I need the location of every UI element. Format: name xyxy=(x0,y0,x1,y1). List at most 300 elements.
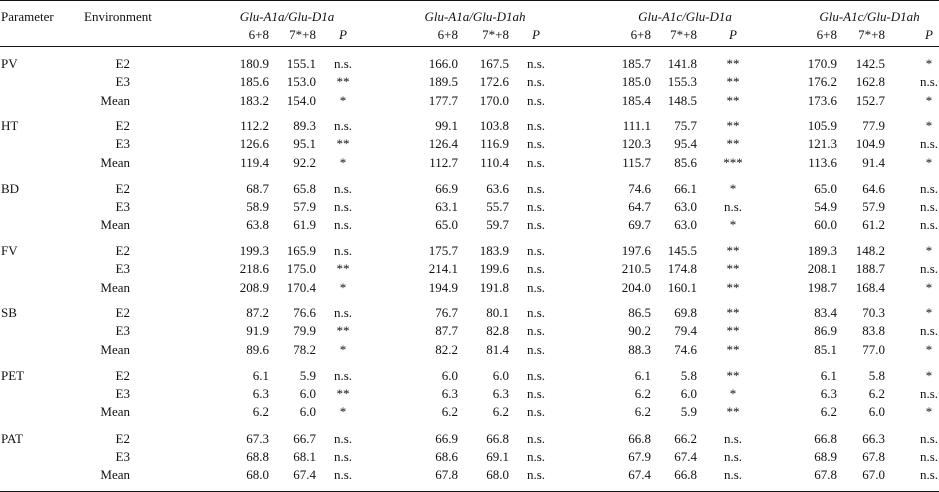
p-value-cell: n.s. xyxy=(333,305,353,320)
p-value-cell: * xyxy=(729,217,737,232)
value-7-8-cell: 81.4 xyxy=(486,342,509,357)
p-value-cell: * xyxy=(925,368,933,383)
value-6-8-cell: 67.3 xyxy=(246,431,269,446)
value-7-8-cell: 155.3 xyxy=(667,74,697,89)
value-6-8-cell: 68.8 xyxy=(246,449,269,464)
value-7-8-cell: 79.4 xyxy=(674,323,697,338)
environment-cell: Mean xyxy=(100,280,130,295)
environment-cell: E2 xyxy=(115,118,130,133)
p-value-cell: n.s. xyxy=(526,261,546,276)
p-value-cell: n.s. xyxy=(919,74,939,89)
value-6-8-cell: 54.9 xyxy=(814,199,837,214)
value-6-8-cell: 175.7 xyxy=(428,243,458,258)
p-value-cell: n.s. xyxy=(333,217,353,232)
value-6-8-cell: 99.1 xyxy=(435,118,458,133)
environment-cell: Mean xyxy=(100,217,130,232)
p-value-cell: n.s. xyxy=(919,431,939,446)
environment-cell: E3 xyxy=(115,261,130,276)
value-7-8-cell: 167.5 xyxy=(479,56,509,71)
parameter-cell: BD xyxy=(1,181,20,196)
value-7-8-cell: 66.8 xyxy=(486,431,509,446)
value-7-8-cell: 92.2 xyxy=(293,155,316,170)
value-6-8-cell: 67.9 xyxy=(628,449,651,464)
p-value-cell: * xyxy=(925,93,933,108)
value-6-8-cell: 74.6 xyxy=(628,181,651,196)
p-value-cell: n.s. xyxy=(919,181,939,196)
value-7-8-cell: 63.0 xyxy=(674,217,697,232)
p-value-cell: n.s. xyxy=(526,342,546,357)
value-6-8-cell: 67.4 xyxy=(628,467,651,482)
value-7-8-cell: 6.2 xyxy=(868,386,885,401)
p-value-cell: ** xyxy=(726,56,740,71)
value-6-8-cell: 6.1 xyxy=(820,368,837,383)
p-value-cell: * xyxy=(925,118,933,133)
value-6-8-cell: 69.7 xyxy=(628,217,651,232)
p-value-cell: * xyxy=(339,342,347,357)
value-7-8-cell: 103.8 xyxy=(479,118,509,133)
p-value-cell: ** xyxy=(726,118,740,133)
value-6-8-cell: 68.0 xyxy=(246,467,269,482)
value-6-8-cell: 210.5 xyxy=(621,261,651,276)
value-7-8-cell: 77.9 xyxy=(862,118,885,133)
value-6-8-cell: 65.0 xyxy=(814,181,837,196)
p-value-cell: * xyxy=(729,181,737,196)
value-7-8-cell: 59.7 xyxy=(486,217,509,232)
value-6-8-cell: 67.8 xyxy=(435,467,458,482)
value-7-8-cell: 153.0 xyxy=(286,74,316,89)
value-6-8-cell: 68.7 xyxy=(246,181,269,196)
environment-cell: E3 xyxy=(115,323,130,338)
p-value-cell: n.s. xyxy=(333,368,353,383)
value-7-8-cell: 154.0 xyxy=(286,93,316,108)
value-7-8-cell: 148.5 xyxy=(667,93,697,108)
value-7-8-cell: 168.4 xyxy=(855,280,885,295)
value-6-8-cell: 183.2 xyxy=(239,93,269,108)
value-7-8-cell: 85.6 xyxy=(674,155,697,170)
value-7-8-cell: 6.0 xyxy=(868,404,885,419)
value-7-8-cell: 66.2 xyxy=(674,431,697,446)
value-6-8-cell: 119.4 xyxy=(240,155,269,170)
p-value-cell: n.s. xyxy=(526,243,546,258)
value-6-8-cell: 67.8 xyxy=(814,467,837,482)
p-value-cell: ** xyxy=(726,305,740,320)
value-7-8-cell: 95.4 xyxy=(674,136,697,151)
p-value-cell: ** xyxy=(726,74,740,89)
value-7-8-cell: 61.9 xyxy=(293,217,316,232)
environment-cell: E3 xyxy=(115,136,130,151)
value-6-8-cell: 6.3 xyxy=(441,386,458,401)
value-6-8-cell: 208.9 xyxy=(239,280,269,295)
value-7-8-cell: 5.8 xyxy=(868,368,885,383)
environment-cell: E2 xyxy=(115,368,130,383)
value-6-8-cell: 83.4 xyxy=(814,305,837,320)
value-7-8-cell: 66.3 xyxy=(862,431,885,446)
value-7-8-cell: 155.1 xyxy=(286,56,316,71)
environment-cell: E2 xyxy=(115,181,130,196)
p-value-cell: n.s. xyxy=(723,199,743,214)
value-6-8-cell: 63.1 xyxy=(435,199,458,214)
environment-cell: Mean xyxy=(100,155,130,170)
subheader-genotype: 7*+8 xyxy=(289,27,316,42)
value-6-8-cell: 126.6 xyxy=(239,136,269,151)
p-value-cell: n.s. xyxy=(723,467,743,482)
p-value-cell: n.s. xyxy=(723,449,743,464)
value-7-8-cell: 160.1 xyxy=(667,280,697,295)
value-7-8-cell: 142.5 xyxy=(855,56,885,71)
value-6-8-cell: 120.3 xyxy=(621,136,651,151)
p-value-cell: n.s. xyxy=(333,449,353,464)
parameter-cell: SB xyxy=(1,305,17,320)
value-6-8-cell: 197.6 xyxy=(621,243,651,258)
p-value-cell: n.s. xyxy=(526,136,546,151)
value-7-8-cell: 82.8 xyxy=(486,323,509,338)
p-value-cell: ** xyxy=(726,280,740,295)
parameter-cell: PAT xyxy=(1,431,23,446)
value-7-8-cell: 68.0 xyxy=(486,467,509,482)
p-value-cell: ** xyxy=(336,136,350,151)
p-value-cell: n.s. xyxy=(526,93,546,108)
value-7-8-cell: 67.4 xyxy=(674,449,697,464)
value-7-8-cell: 67.8 xyxy=(862,449,885,464)
environment-cell: E3 xyxy=(115,74,130,89)
header-rule xyxy=(0,46,939,47)
p-value-cell: * xyxy=(925,305,933,320)
p-value-cell: n.s. xyxy=(333,467,353,482)
p-value-cell: * xyxy=(339,93,347,108)
value-7-8-cell: 74.6 xyxy=(674,342,697,357)
subheader-genotype: 6+8 xyxy=(816,27,837,42)
value-6-8-cell: 66.8 xyxy=(628,431,651,446)
value-6-8-cell: 87.2 xyxy=(246,305,269,320)
environment-cell: Mean xyxy=(100,342,130,357)
p-value-cell: n.s. xyxy=(919,261,939,276)
value-7-8-cell: 172.6 xyxy=(479,74,509,89)
environment-cell: E2 xyxy=(115,305,130,320)
p-value-cell: n.s. xyxy=(526,217,546,232)
p-value-cell: * xyxy=(925,342,933,357)
p-value-cell: n.s. xyxy=(723,431,743,446)
value-6-8-cell: 6.2 xyxy=(441,404,458,419)
subheader-genotype: 6+8 xyxy=(248,27,269,42)
value-6-8-cell: 111.1 xyxy=(622,118,651,133)
p-value-cell: n.s. xyxy=(526,155,546,170)
p-value-cell: * xyxy=(925,243,933,258)
p-value-cell: * xyxy=(339,155,347,170)
p-value-cell: n.s. xyxy=(526,74,546,89)
value-6-8-cell: 82.2 xyxy=(435,342,458,357)
subheader-genotype: 7*+8 xyxy=(670,27,697,42)
value-7-8-cell: 5.9 xyxy=(299,368,316,383)
value-6-8-cell: 185.6 xyxy=(239,74,269,89)
value-7-8-cell: 145.5 xyxy=(667,243,697,258)
value-7-8-cell: 61.2 xyxy=(862,217,885,232)
value-6-8-cell: 185.4 xyxy=(621,93,651,108)
value-7-8-cell: 6.0 xyxy=(299,404,316,419)
value-7-8-cell: 6.3 xyxy=(492,386,509,401)
value-6-8-cell: 177.7 xyxy=(428,93,458,108)
value-7-8-cell: 188.7 xyxy=(855,261,885,276)
value-6-8-cell: 218.6 xyxy=(239,261,269,276)
p-value-cell: n.s. xyxy=(919,386,939,401)
value-6-8-cell: 189.5 xyxy=(428,74,458,89)
value-7-8-cell: 66.8 xyxy=(674,467,697,482)
environment-cell: E3 xyxy=(115,199,130,214)
header-parameter: Parameter xyxy=(1,9,54,24)
value-7-8-cell: 75.7 xyxy=(674,118,697,133)
value-6-8-cell: 76.7 xyxy=(435,305,458,320)
value-7-8-cell: 79.9 xyxy=(293,323,316,338)
value-6-8-cell: 6.2 xyxy=(820,404,837,419)
value-7-8-cell: 70.3 xyxy=(862,305,885,320)
value-7-8-cell: 69.1 xyxy=(486,449,509,464)
value-7-8-cell: 69.8 xyxy=(674,305,697,320)
value-7-8-cell: 66.1 xyxy=(674,181,697,196)
value-6-8-cell: 6.3 xyxy=(820,386,837,401)
value-6-8-cell: 85.1 xyxy=(814,342,837,357)
parameter-cell: PET xyxy=(1,368,25,383)
p-value-cell: n.s. xyxy=(919,199,939,214)
value-7-8-cell: 152.7 xyxy=(855,93,885,108)
value-7-8-cell: 77.0 xyxy=(862,342,885,357)
value-6-8-cell: 6.2 xyxy=(252,404,269,419)
subheader-genotype: 7*+8 xyxy=(858,27,885,42)
value-7-8-cell: 191.8 xyxy=(479,280,509,295)
p-value-cell: ** xyxy=(726,243,740,258)
value-7-8-cell: 5.9 xyxy=(680,404,697,419)
value-7-8-cell: 170.4 xyxy=(286,280,316,295)
header-group-3: Glu-A1c/Glu-D1a xyxy=(638,9,732,24)
p-value-cell: n.s. xyxy=(526,199,546,214)
value-7-8-cell: 57.9 xyxy=(293,199,316,214)
parameter-cell: PV xyxy=(1,56,18,71)
value-6-8-cell: 6.2 xyxy=(634,386,651,401)
value-6-8-cell: 65.0 xyxy=(435,217,458,232)
value-7-8-cell: 83.8 xyxy=(862,323,885,338)
p-value-cell: ** xyxy=(336,386,350,401)
subheader-p: P xyxy=(729,27,737,42)
value-7-8-cell: 80.1 xyxy=(486,305,509,320)
p-value-cell: n.s. xyxy=(333,243,353,258)
p-value-cell: ** xyxy=(726,261,740,276)
subheader-genotype: 6+8 xyxy=(437,27,458,42)
value-6-8-cell: 87.7 xyxy=(435,323,458,338)
value-7-8-cell: 67.4 xyxy=(293,467,316,482)
p-value-cell: * xyxy=(339,404,347,419)
p-value-cell: ** xyxy=(336,261,350,276)
value-6-8-cell: 198.7 xyxy=(807,280,837,295)
p-value-cell: n.s. xyxy=(333,118,353,133)
parameter-cell: HT xyxy=(1,118,19,133)
p-value-cell: ** xyxy=(726,368,740,383)
value-6-8-cell: 86.5 xyxy=(628,305,651,320)
environment-cell: E2 xyxy=(115,243,130,258)
subheader-genotype: 7*+8 xyxy=(482,27,509,42)
value-6-8-cell: 63.8 xyxy=(246,217,269,232)
value-7-8-cell: 91.4 xyxy=(862,155,885,170)
p-value-cell: n.s. xyxy=(526,431,546,446)
value-6-8-cell: 173.6 xyxy=(807,93,837,108)
value-7-8-cell: 174.8 xyxy=(667,261,697,276)
p-value-cell: n.s. xyxy=(526,404,546,419)
value-6-8-cell: 112.7 xyxy=(429,155,458,170)
value-6-8-cell: 6.2 xyxy=(634,404,651,419)
value-6-8-cell: 6.0 xyxy=(441,368,458,383)
value-7-8-cell: 89.3 xyxy=(293,118,316,133)
p-value-cell: n.s. xyxy=(919,323,939,338)
p-value-cell: ** xyxy=(336,323,350,338)
p-value-cell: *** xyxy=(723,155,743,170)
value-6-8-cell: 64.7 xyxy=(628,199,651,214)
header-environment: Environment xyxy=(84,9,152,24)
p-value-cell: n.s. xyxy=(919,217,939,232)
p-value-cell: ** xyxy=(726,404,740,419)
top-rule xyxy=(0,0,939,1)
value-7-8-cell: 65.8 xyxy=(293,181,316,196)
p-value-cell: n.s. xyxy=(526,280,546,295)
value-7-8-cell: 116.9 xyxy=(480,136,509,151)
value-6-8-cell: 166.0 xyxy=(428,56,458,71)
p-value-cell: n.s. xyxy=(333,56,353,71)
value-7-8-cell: 5.8 xyxy=(680,368,697,383)
p-value-cell: n.s. xyxy=(919,136,939,151)
p-value-cell: n.s. xyxy=(919,467,939,482)
value-7-8-cell: 66.7 xyxy=(293,431,316,446)
environment-cell: E2 xyxy=(115,431,130,446)
value-7-8-cell: 55.7 xyxy=(486,199,509,214)
value-7-8-cell: 95.1 xyxy=(293,136,316,151)
value-7-8-cell: 175.0 xyxy=(286,261,316,276)
value-7-8-cell: 63.6 xyxy=(486,181,509,196)
value-6-8-cell: 185.7 xyxy=(621,56,651,71)
value-7-8-cell: 6.2 xyxy=(492,404,509,419)
p-value-cell: ** xyxy=(726,93,740,108)
environment-cell: E3 xyxy=(115,449,130,464)
p-value-cell: n.s. xyxy=(333,199,353,214)
value-6-8-cell: 194.9 xyxy=(428,280,458,295)
p-value-cell: n.s. xyxy=(526,305,546,320)
value-6-8-cell: 208.1 xyxy=(807,261,837,276)
header-group-1: Glu-A1a/Glu-D1a xyxy=(239,9,335,24)
value-7-8-cell: 6.0 xyxy=(680,386,697,401)
p-value-cell: * xyxy=(925,404,933,419)
value-6-8-cell: 204.0 xyxy=(621,280,651,295)
subheader-p: P xyxy=(925,27,933,42)
value-6-8-cell: 6.3 xyxy=(252,386,269,401)
value-7-8-cell: 68.1 xyxy=(293,449,316,464)
p-value-cell: * xyxy=(729,386,737,401)
value-7-8-cell: 64.6 xyxy=(862,181,885,196)
p-value-cell: * xyxy=(925,280,933,295)
p-value-cell: n.s. xyxy=(526,368,546,383)
value-6-8-cell: 214.1 xyxy=(428,261,458,276)
subheader-p: P xyxy=(532,27,540,42)
value-7-8-cell: 6.0 xyxy=(492,368,509,383)
value-6-8-cell: 90.2 xyxy=(628,323,651,338)
value-6-8-cell: 66.8 xyxy=(814,431,837,446)
value-6-8-cell: 199.3 xyxy=(239,243,269,258)
value-7-8-cell: 199.6 xyxy=(479,261,509,276)
parameter-cell: FV xyxy=(1,243,18,258)
value-6-8-cell: 58.9 xyxy=(246,199,269,214)
value-6-8-cell: 113.6 xyxy=(808,155,837,170)
value-7-8-cell: 78.2 xyxy=(293,342,316,357)
p-value-cell: ** xyxy=(726,323,740,338)
environment-cell: Mean xyxy=(100,93,130,108)
value-6-8-cell: 6.1 xyxy=(252,368,269,383)
value-7-8-cell: 141.8 xyxy=(667,56,697,71)
environment-cell: E2 xyxy=(115,56,130,71)
header-group-4: Glu-A1c/Glu-D1ah xyxy=(819,9,920,24)
p-value-cell: * xyxy=(339,280,347,295)
p-value-cell: n.s. xyxy=(526,56,546,71)
value-6-8-cell: 60.0 xyxy=(814,217,837,232)
value-7-8-cell: 67.0 xyxy=(862,467,885,482)
value-6-8-cell: 126.4 xyxy=(428,136,458,151)
header-group-2: Glu-A1a/Glu-D1ah xyxy=(424,9,526,24)
environment-cell: Mean xyxy=(100,467,130,482)
p-value-cell: n.s. xyxy=(919,449,939,464)
value-7-8-cell: 63.0 xyxy=(674,199,697,214)
value-7-8-cell: 162.8 xyxy=(855,74,885,89)
value-6-8-cell: 115.7 xyxy=(622,155,651,170)
p-value-cell: n.s. xyxy=(333,431,353,446)
value-7-8-cell: 110.4 xyxy=(480,155,509,170)
value-6-8-cell: 66.9 xyxy=(435,431,458,446)
value-6-8-cell: 6.1 xyxy=(634,368,651,383)
p-value-cell: ** xyxy=(726,342,740,357)
p-value-cell: ** xyxy=(336,74,350,89)
value-7-8-cell: 57.9 xyxy=(862,199,885,214)
subheader-genotype: 6+8 xyxy=(630,27,651,42)
value-6-8-cell: 91.9 xyxy=(246,323,269,338)
environment-cell: E3 xyxy=(115,386,130,401)
value-7-8-cell: 148.2 xyxy=(855,243,885,258)
value-6-8-cell: 176.2 xyxy=(807,74,837,89)
value-7-8-cell: 183.9 xyxy=(479,243,509,258)
value-6-8-cell: 180.9 xyxy=(239,56,269,71)
value-7-8-cell: 6.0 xyxy=(299,386,316,401)
p-value-cell: n.s. xyxy=(526,118,546,133)
value-6-8-cell: 68.6 xyxy=(435,449,458,464)
p-value-cell: n.s. xyxy=(526,323,546,338)
p-value-cell: n.s. xyxy=(526,181,546,196)
value-6-8-cell: 185.0 xyxy=(621,74,651,89)
p-value-cell: * xyxy=(925,56,933,71)
p-value-cell: n.s. xyxy=(526,467,546,482)
p-value-cell: n.s. xyxy=(333,181,353,196)
value-6-8-cell: 112.2 xyxy=(240,118,269,133)
value-7-8-cell: 165.9 xyxy=(286,243,316,258)
value-6-8-cell: 66.9 xyxy=(435,181,458,196)
p-value-cell: ** xyxy=(726,136,740,151)
value-7-8-cell: 170.0 xyxy=(479,93,509,108)
value-6-8-cell: 86.9 xyxy=(814,323,837,338)
value-6-8-cell: 170.9 xyxy=(807,56,837,71)
value-6-8-cell: 89.6 xyxy=(246,342,269,357)
environment-cell: Mean xyxy=(100,404,130,419)
p-value-cell: * xyxy=(925,155,933,170)
p-value-cell: n.s. xyxy=(526,449,546,464)
p-value-cell: n.s. xyxy=(526,386,546,401)
value-6-8-cell: 88.3 xyxy=(628,342,651,357)
value-7-8-cell: 104.9 xyxy=(855,136,885,151)
value-7-8-cell: 76.6 xyxy=(293,305,316,320)
value-6-8-cell: 105.9 xyxy=(807,118,837,133)
subheader-p: P xyxy=(339,27,347,42)
value-6-8-cell: 121.3 xyxy=(807,136,837,151)
value-6-8-cell: 68.9 xyxy=(814,449,837,464)
value-6-8-cell: 189.3 xyxy=(807,243,837,258)
